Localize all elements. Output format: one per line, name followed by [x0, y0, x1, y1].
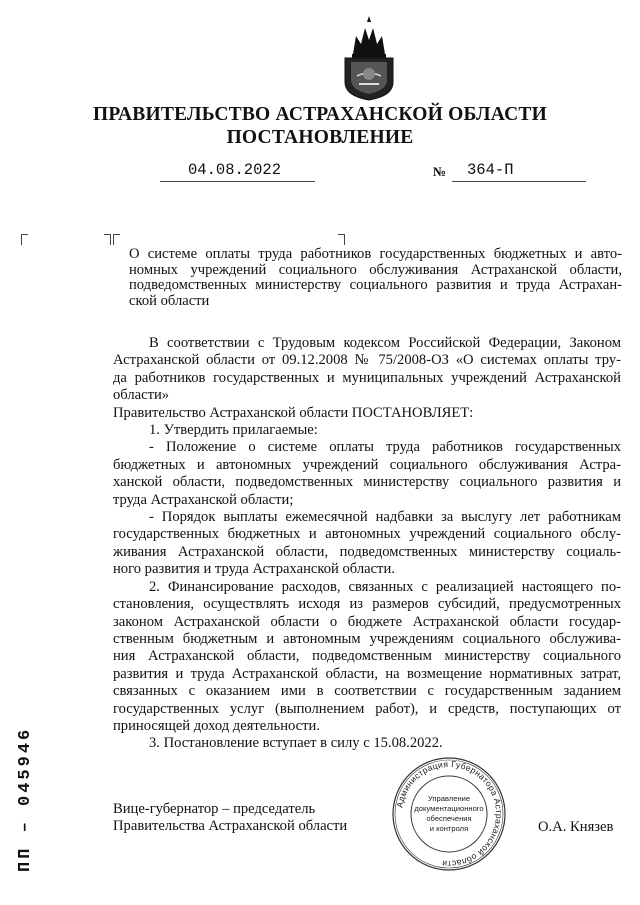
form-serial-number: ПП – 045946	[16, 726, 35, 872]
item-1a-line: бюджетных и автономных учреждений социального обслуживания Астра-	[113, 456, 621, 473]
document-number: 364-П	[467, 161, 514, 179]
item-1a-line: ханской области, подведомственных министерству социального развития и	[113, 474, 621, 491]
item-2-line: государственных услуг (выполнением работ), и средств, поступающих от	[113, 700, 621, 717]
signatory-name: О.А. Князев	[538, 819, 614, 835]
preamble-line: области»	[113, 387, 170, 404]
item-1b-line: живания Астраханской области, подведомственных министерству социаль-	[113, 543, 621, 560]
number-underline	[452, 180, 586, 182]
item-3: 3. Постановление вступает в силу с 15.08.2022.	[149, 735, 443, 752]
document-date: 04.08.2022	[188, 161, 282, 179]
official-stamp	[390, 755, 508, 873]
item-2-line: ственным бюджетным и автономным учреждениям социального обслужива-	[113, 630, 621, 647]
position-line-2: Правительства Астраханской области	[113, 818, 348, 835]
item-2-line: 2. Финансирование расходов, связанных с реализацией настоящего по-	[149, 578, 621, 595]
item-1a-line: труда Астраханской области;	[113, 491, 294, 508]
signature-position	[113, 801, 393, 836]
item-1a-line: - Положение о системе оплаты труда работников государственных	[149, 439, 621, 456]
stamp-center-line: документационного	[414, 804, 484, 813]
date-underline	[160, 180, 315, 182]
coat-of-arms-icon	[343, 14, 395, 102]
preamble-line: Астраханской области от 09.12.2008 № 75/2008-ОЗ «О системах оплаты тру-	[113, 352, 621, 369]
corner-mark-mid-a	[104, 234, 111, 245]
item-2-line: законом Астраханской области о бюджете Астраханской области государ-	[113, 613, 621, 630]
preamble	[113, 335, 621, 753]
corner-mark-left	[21, 234, 28, 245]
corner-mark-right	[338, 234, 345, 245]
item-2-line: становления, осуществлять исходя из размеров субсидий, предусмотренных	[113, 596, 621, 613]
item-1b-line: государственных бюджетных и автономных учреждений социального обслу-	[113, 526, 621, 543]
subject-line: О системе оплаты труда работников государственных бюджетных и авто-	[129, 246, 622, 262]
item-2-line: ния Астраханской области, подведомственным министерству социального	[113, 648, 621, 665]
item-1b-line: - Порядок выплаты ежемесячной надбавки за выслугу лет работникам	[149, 509, 621, 526]
stamp-center-line: и контроля	[429, 824, 469, 833]
item-1: 1. Утвердить прилагаемые:	[149, 422, 318, 439]
item-2-line: связанных с оказанием ими в соответствии с государственным заданием	[113, 683, 621, 700]
subject-line: номных учреждений социального обслуживания Астраханской области,	[129, 261, 622, 278]
position-line-1: Вице-губернатор – председатель	[113, 801, 316, 817]
number-sign: №	[433, 164, 447, 179]
item-1b-line: ного развития и труда Астраханской области.	[113, 561, 395, 578]
subject-line: ской области	[129, 292, 210, 309]
document-subject	[129, 247, 622, 309]
stamp-center-line: Управление	[427, 794, 471, 803]
stamp-ring-text: Администрация Губернатора Астраханской области	[394, 758, 505, 870]
item-2-line: приносящей доход деятельности.	[113, 717, 320, 734]
organization-title: ПРАВИТЕЛЬСТВО АСТРАХАНСКОЙ ОБЛАСТИ	[93, 104, 547, 125]
preamble-line: В соответствии с Трудовым кодексом Российской Федерации, Законом	[149, 335, 621, 351]
subject-line: подведомственных министерству социального развития и труда Астрахан-	[129, 277, 622, 294]
corner-mark-mid-b	[113, 234, 120, 245]
document-type: ПОСТАНОВЛЕНИЕ	[226, 127, 414, 148]
item-2-line: развития и труда Астраханской области, на возмещение нормативных затрат,	[113, 665, 621, 682]
decree-line: Правительство Астраханской области ПОСТАНОВЛЯЕТ:	[113, 404, 474, 421]
preamble-line: да работников государственных и муниципальных учреждений Астраханской	[113, 369, 621, 386]
stamp-center-line: обеспечения	[426, 814, 472, 823]
